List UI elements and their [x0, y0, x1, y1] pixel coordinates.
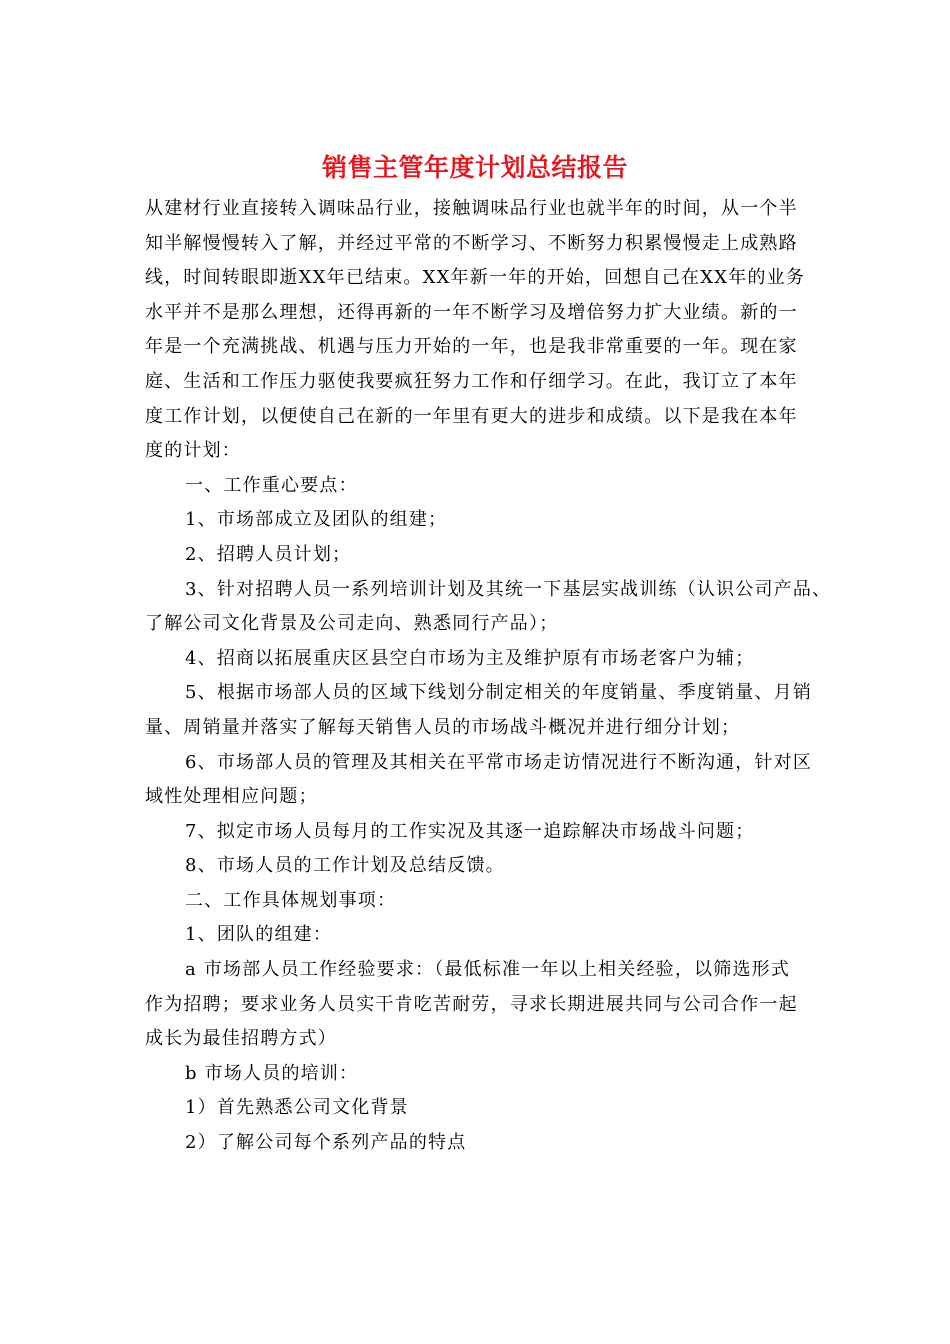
- paragraph-line: 作为招聘；要求业务人员实干肯吃苦耐劳，寻求长期进展共同与公司合作一起: [145, 993, 798, 1015]
- paragraph-line: a 市场部人员工作经验要求：（最低标准一年以上相关经验，以筛选形式: [185, 959, 791, 981]
- document-body: [145, 192, 832, 1161]
- paragraph-line: 知半解慢慢转入了解，并经过平常的不断学习、不断努力积累慢慢走上成熟路: [145, 232, 798, 254]
- paragraph-line: b 市场人员的培训：: [185, 1062, 359, 1084]
- paragraph-line: 量、周销量并落实了解每天销售人员的市场战斗概况并进行细分计划；: [145, 716, 741, 738]
- paragraph-line: 度工作计划，以便使自己在新的一年里有更大的进步和成绩。以下是我在本年: [145, 405, 798, 427]
- paragraph-line: 2、招聘人员计划；: [185, 543, 352, 565]
- paragraph-line: 1）首先熟悉公司文化背景: [185, 1097, 409, 1119]
- paragraph-line: 线，时间转眼即逝XX年已结束。XX年新一年的开始，回想自己在XX年的业务: [145, 267, 806, 289]
- paragraph-line: 二、工作具体规划事项：: [185, 889, 397, 911]
- paragraph-line: 一、工作重心要点：: [185, 474, 358, 496]
- paragraph-line: 5、根据市场部人员的区域下线划分制定相关的年度销量、季度销量、月销: [185, 682, 813, 704]
- paragraph-line: 6、市场部人员的管理及其相关在平常市场走访情况进行不断沟通，针对区: [185, 751, 813, 773]
- paragraph-line: 4、招商以拓展重庆区县空白市场为主及维护原有市场老客户为辅；: [185, 647, 755, 669]
- paragraph-line: 3、针对招聘人员一系列培训计划及其统一下基层实战训练（认识公司产品、: [185, 578, 832, 600]
- paragraph-line: 2）了解公司每个系列产品的特点: [185, 1132, 467, 1154]
- document-title: 销售主管年度计划总结报告: [321, 153, 628, 182]
- paragraph-line: 1、团队的组建：: [185, 924, 333, 946]
- paragraph-line: 从建材行业直接转入调味品行业，接触调味品行业也就半年的时间，从一个半: [145, 198, 798, 219]
- paragraph-line: 年是一个充满挑战、机遇与压力开始的一年，也是我非常重要的一年。现在家: [145, 336, 798, 358]
- paragraph-line: 8、市场人员的工作计划及总结反馈。: [185, 855, 505, 877]
- paragraph-line: 庭、生活和工作压力驱使我要疯狂努力工作和仔细学习。在此，我订立了本年: [145, 370, 798, 392]
- paragraph-line: 成长为最佳招聘方式）: [145, 1028, 337, 1050]
- paragraph-line: 水平并不是那么理想，还得再新的一年不断学习及增倍努力扩大业绩。新的一: [145, 301, 798, 323]
- paragraph-line: 了解公司文化背景及公司走向、熟悉同行产品）；: [145, 613, 559, 635]
- paragraph-line: 1、市场部成立及团队的组建；: [185, 509, 448, 531]
- paragraph-line: 域性处理相应问题；: [145, 786, 318, 808]
- paragraph-line: 7、拟定市场人员每月的工作实况及其逐一追踪解决市场战斗问题；: [185, 820, 755, 842]
- paragraph-line: 度的计划：: [145, 440, 241, 462]
